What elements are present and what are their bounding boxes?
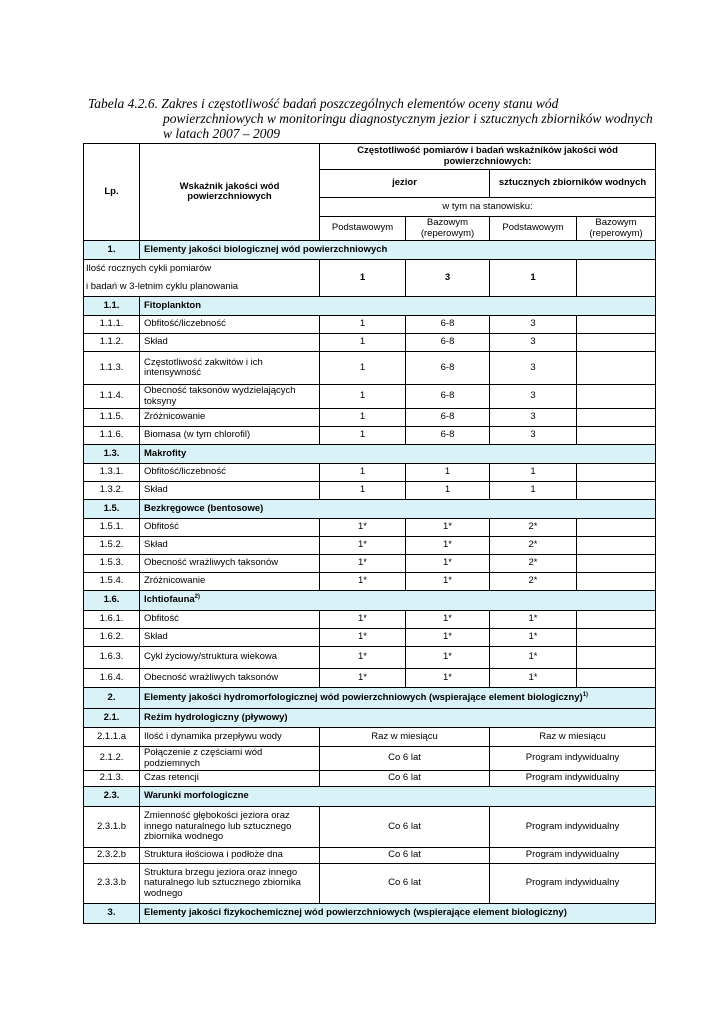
row-value-jezior: Co 6 lat [320, 747, 490, 771]
row-value [577, 334, 656, 352]
row-value-zbiornik: Raz w miesiącu [490, 728, 656, 747]
table-row [84, 519, 656, 537]
row-name: Obecność taksonów wydzielających toksyny [140, 385, 320, 409]
row-lp: 1.1.6. [84, 427, 140, 445]
table-row [84, 669, 656, 688]
section-row [84, 241, 656, 260]
table-row [84, 611, 656, 629]
row-value [577, 629, 656, 647]
section-lp: 1.3. [84, 445, 140, 464]
row-value: 6-8 [406, 385, 490, 409]
table-row [84, 464, 656, 482]
row-name: Zróżnicowanie [140, 573, 320, 591]
section-label: Reżim hydrologiczny (pływowy) [140, 709, 656, 728]
row-name: Biomasa (w tym chlorofil) [140, 427, 320, 445]
row-value: 1 [320, 427, 406, 445]
cycles-value: 1 [320, 260, 406, 297]
row-lp: 2.1.2. [84, 747, 140, 771]
table-caption [88, 96, 688, 141]
row-value: 1* [406, 669, 490, 688]
row-value [577, 611, 656, 629]
row-value: 1* [320, 647, 406, 669]
row-name: Skład [140, 629, 320, 647]
row-value: 1 [320, 385, 406, 409]
row-value [577, 427, 656, 445]
row-value: 3 [490, 316, 577, 334]
row-lp: 1.1.5. [84, 409, 140, 427]
header-stanowisko: w tym na stanowisku: [320, 198, 656, 217]
caption-line-2: powierzchniowych w monitoringu diagnostycznym jezior i sztucznych zbiorników wodnych [163, 111, 653, 126]
section-lp: 2. [84, 688, 140, 709]
row-value: 1* [490, 611, 577, 629]
row-value: 2* [490, 573, 577, 591]
row-value [577, 464, 656, 482]
row-value-zbiornik: Program indywidualny [490, 807, 656, 848]
row-value: 1 [490, 482, 577, 500]
row-name: Skład [140, 334, 320, 352]
table-row [84, 647, 656, 669]
table-row [84, 573, 656, 591]
row-name: Obfitość/liczebność [140, 464, 320, 482]
row-value: 1* [490, 647, 577, 669]
row-lp: 1.1.2. [84, 334, 140, 352]
section-lp: 2.3. [84, 787, 140, 807]
row-value: 3 [490, 334, 577, 352]
row-value: 1* [406, 629, 490, 647]
section-row [84, 688, 656, 709]
row-value-zbiornik: Program indywidualny [490, 864, 656, 904]
section-row [84, 787, 656, 807]
row-value-jezior: Co 6 lat [320, 848, 490, 864]
table-row [84, 771, 656, 787]
section-label: Warunki morfologiczne [140, 787, 656, 807]
row-name: Częstotliwość zakwitów i ich intensywność [140, 352, 320, 385]
header-czestotliwosc: Częstotliwość pomiarów i badań wskaźników jakości wód powierzchniowych: [320, 144, 656, 170]
row-name: Cykl życiowy/struktura wiekowa [140, 647, 320, 669]
row-lp: 1.5.2. [84, 537, 140, 555]
section-row [84, 904, 656, 924]
row-value: 1* [406, 519, 490, 537]
row-value-zbiornik: Program indywidualny [490, 747, 656, 771]
row-value: 1* [320, 573, 406, 591]
row-value: 3 [490, 385, 577, 409]
row-name: Skład [140, 482, 320, 500]
row-value: 1* [406, 555, 490, 573]
row-value: 1 [406, 482, 490, 500]
row-value: 1* [320, 611, 406, 629]
row-value: 6-8 [406, 427, 490, 445]
row-name: Obfitość [140, 519, 320, 537]
row-value-jezior: Co 6 lat [320, 771, 490, 787]
section-lp: 3. [84, 904, 140, 924]
section-label-text: Ichtiofauna [144, 594, 195, 606]
table-row [84, 352, 656, 385]
row-value: 6-8 [406, 352, 490, 385]
row-lp: 2.3.1.b [84, 807, 140, 848]
row-value [577, 316, 656, 334]
row-value: 3 [490, 427, 577, 445]
row-value-jezior: Co 6 lat [320, 864, 490, 904]
row-value: 1 [320, 352, 406, 385]
section-label: Elementy jakości biologicznej wód powierzchniowych [140, 241, 656, 260]
row-name: Zróżnicowanie [140, 409, 320, 427]
row-lp: 2.3.3.b [84, 864, 140, 904]
caption-line-3: w latach 2007 – 2009 [163, 126, 280, 141]
row-value: 1* [320, 669, 406, 688]
row-value: 1* [320, 555, 406, 573]
section-label: Bezkręgowce (bentosowe) [140, 500, 656, 519]
section-label [140, 688, 656, 709]
row-value [577, 482, 656, 500]
cycles-line-2: i badań w 3-letnim cyklu planowania [86, 280, 239, 292]
cycles-value: 3 [406, 260, 490, 297]
row-name: Zmienność głębokości jeziora oraz innego naturalnego lub sztucznego zbiornika wodnego [140, 807, 320, 848]
row-value: 1* [406, 573, 490, 591]
section-label: Elementy jakości fizykochemicznej wód powierzchniowych (wspierające element biologiczny) [140, 904, 656, 924]
row-name: Skład [140, 537, 320, 555]
table-row [84, 747, 656, 771]
row-lp: 1.3.2. [84, 482, 140, 500]
header-wskaznik: Wskaźnik jakości wód powierzchniowych [140, 144, 320, 241]
header-zbiornikow: sztucznych zbiorników wodnych [490, 170, 656, 198]
table-row [84, 555, 656, 573]
row-name: Połączenie z częściami wód podziemnych [140, 747, 320, 771]
row-lp: 1.6.2. [84, 629, 140, 647]
row-value [577, 385, 656, 409]
row-value: 1* [320, 629, 406, 647]
row-name: Ilość i dynamika przepływu wody [140, 728, 320, 747]
row-value: 1* [490, 669, 577, 688]
row-value: 3 [490, 352, 577, 385]
row-value-zbiornik: Program indywidualny [490, 848, 656, 864]
section-label-text: Elementy jakości hydromorfologicznej wód powierzchniowych (wspierające element biologiczny) [144, 691, 583, 703]
row-lp: 1.6.1. [84, 611, 140, 629]
row-lp: 1.5.3. [84, 555, 140, 573]
row-name: Obecność wrażliwych taksonów [140, 555, 320, 573]
table-row [84, 427, 656, 445]
header-bazowym-jezior: Bazowym (reperowym) [406, 217, 490, 241]
row-lp: 1.3.1. [84, 464, 140, 482]
row-value: 2* [490, 519, 577, 537]
row-value: 3 [490, 409, 577, 427]
row-value: 1* [406, 611, 490, 629]
section-lp: 1.1. [84, 297, 140, 316]
row-value: 1* [320, 519, 406, 537]
section-label [140, 591, 656, 611]
table-row [84, 864, 656, 904]
section-lp: 2.1. [84, 709, 140, 728]
row-value: 6-8 [406, 409, 490, 427]
monitoring-table [83, 143, 656, 924]
table-row [84, 385, 656, 409]
header-podstawowym-zbiornik: Podstawowym [490, 217, 577, 241]
row-lp: 1.5.4. [84, 573, 140, 591]
row-value: 6-8 [406, 334, 490, 352]
row-value: 1* [406, 647, 490, 669]
section-lp: 1.5. [84, 500, 140, 519]
row-value: 1 [406, 464, 490, 482]
row-value [577, 647, 656, 669]
row-name: Struktura iłościowa i podłoże dna [140, 848, 320, 864]
table-row [84, 409, 656, 427]
row-value-jezior: Raz w miesiącu [320, 728, 490, 747]
table-row [84, 334, 656, 352]
row-lp: 2.3.2.b [84, 848, 140, 864]
row-name: Obecność wrażliwych taksonów [140, 669, 320, 688]
row-value-zbiornik: Program indywidualny [490, 771, 656, 787]
footnote-mark: 1) [582, 691, 589, 698]
row-name: Czas retencji [140, 771, 320, 787]
table-row [84, 807, 656, 848]
cycles-label [84, 260, 320, 297]
row-value [577, 519, 656, 537]
row-lp: 1.6.3. [84, 647, 140, 669]
header-row-1 [84, 144, 656, 170]
row-value [577, 669, 656, 688]
row-value [577, 409, 656, 427]
row-lp: 2.1.1.a [84, 728, 140, 747]
header-bazowym-zbiornik: Bazowym (reperowym) [577, 217, 656, 241]
row-name: Obfitość/liczebność [140, 316, 320, 334]
section-label: Fitoplankton [140, 297, 656, 316]
row-value: 6-8 [406, 316, 490, 334]
section-lp: 1.6. [84, 591, 140, 611]
section-label: Makrofity [140, 445, 656, 464]
row-name: Struktura brzegu jeziora oraz innego naturalnego lub sztucznego zbiornika wodnego [140, 864, 320, 904]
row-value: 1 [320, 334, 406, 352]
row-value: 1* [406, 537, 490, 555]
row-value [577, 555, 656, 573]
row-value: 1 [320, 316, 406, 334]
section-row [84, 591, 656, 611]
footnote-mark: 2) [194, 594, 201, 601]
row-lp: 1.6.4. [84, 669, 140, 688]
row-value: 2* [490, 537, 577, 555]
row-name: Obfitość [140, 611, 320, 629]
row-value: 1* [490, 629, 577, 647]
table-row [84, 629, 656, 647]
cycles-row [84, 260, 656, 297]
table-row [84, 848, 656, 864]
section-row [84, 709, 656, 728]
section-row [84, 445, 656, 464]
cycles-value [577, 260, 656, 297]
row-lp: 2.1.3. [84, 771, 140, 787]
row-value: 1* [320, 537, 406, 555]
header-jezior: jezior [320, 170, 490, 198]
table-row [84, 537, 656, 555]
table-row [84, 482, 656, 500]
row-lp: 1.1.1. [84, 316, 140, 334]
row-value: 2* [490, 555, 577, 573]
row-value [577, 573, 656, 591]
row-value: 1 [320, 482, 406, 500]
section-row [84, 297, 656, 316]
cycles-value: 1 [490, 260, 577, 297]
row-value-jezior: Co 6 lat [320, 807, 490, 848]
row-value [577, 352, 656, 385]
section-row [84, 500, 656, 519]
row-lp: 1.1.4. [84, 385, 140, 409]
row-value [577, 537, 656, 555]
row-lp: 1.1.3. [84, 352, 140, 385]
table-row [84, 316, 656, 334]
table-row [84, 728, 656, 747]
row-value: 1 [320, 464, 406, 482]
caption-line-1: Tabela 4.2.6. Zakres i częstotliwość badań poszczególnych elementów oceny stanu wód [88, 96, 559, 111]
cycles-line-1: Ilość rocznych cykli pomiarów [86, 263, 212, 274]
header-podstawowym-jezior: Podstawowym [320, 217, 406, 241]
header-lp: Lp. [84, 144, 140, 241]
section-lp: 1. [84, 241, 140, 260]
row-value: 1 [490, 464, 577, 482]
row-lp: 1.5.1. [84, 519, 140, 537]
row-value: 1 [320, 409, 406, 427]
